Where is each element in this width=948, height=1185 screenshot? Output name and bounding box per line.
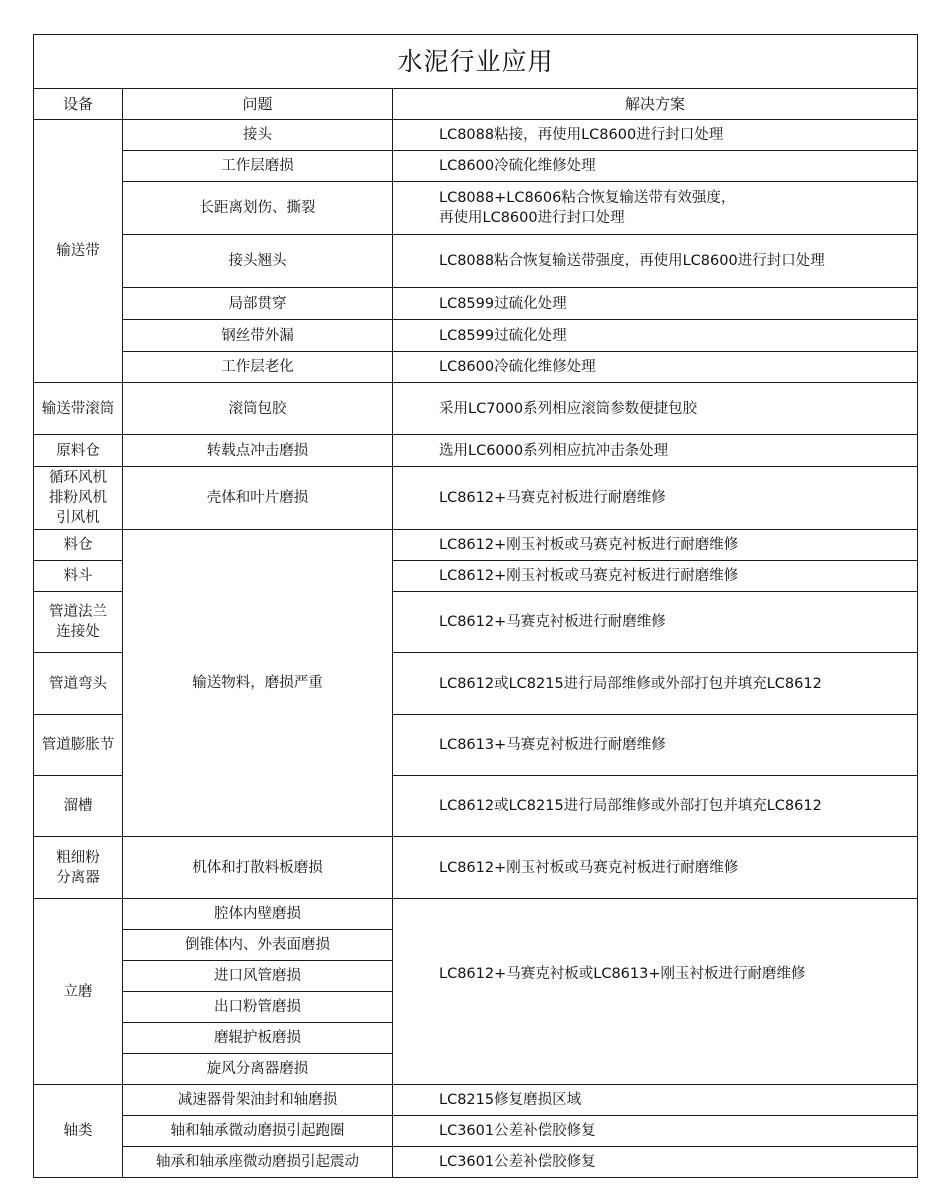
equipment-cell: 料斗 — [34, 561, 123, 592]
table-row — [34, 288, 918, 320]
table-row — [34, 530, 918, 561]
problem-cell: 腔体内壁磨损 — [123, 899, 393, 930]
problem-cell: 机体和打散料板磨损 — [123, 837, 393, 899]
solution-cell: LC8599过硫化处理 — [393, 288, 918, 320]
equipment-line: 引风机 — [56, 510, 100, 526]
application-table — [33, 34, 918, 1178]
equipment-line: 循环风机 — [49, 470, 107, 486]
equipment-cell: 输送带滚筒 — [34, 383, 123, 435]
equipment-cell — [34, 837, 123, 899]
header-problem: 问题 — [123, 89, 393, 120]
problem-cell: 长距离划伤、撕裂 — [123, 182, 393, 235]
equipment-line: 分离器 — [56, 869, 100, 886]
problem-cell: 旋风分离器磨损 — [123, 1054, 393, 1085]
solution-line: 再使用LC8600进行封口处理 — [439, 210, 625, 226]
solution-cell: LC8612+刚玉衬板或马赛克衬板进行耐磨维修 — [393, 837, 918, 899]
solution-cell: LC8215修复磨损区域 — [393, 1085, 918, 1116]
table-row — [34, 467, 918, 530]
header-solution: 解决方案 — [393, 89, 918, 120]
equipment-cell: 轴类 — [34, 1085, 123, 1178]
problem-cell: 工作层老化 — [123, 352, 393, 383]
table-row — [34, 435, 918, 467]
solution-cell: LC8613+马赛克衬板进行耐磨维修 — [393, 715, 918, 776]
problem-cell: 倒锥体内、外表面磨损 — [123, 930, 393, 961]
solution-cell: 选用LC6000系列相应抗冲击条处理 — [393, 435, 918, 467]
equipment-line: 管道法兰 — [49, 604, 107, 620]
equipment-cell: 管道弯头 — [34, 653, 123, 715]
solution-cell: LC8612或LC8215进行局部维修或外部打包并填充LC8612 — [393, 653, 918, 715]
table-row — [34, 1147, 918, 1178]
solution-cell: LC8612+马赛克衬板进行耐磨维修 — [393, 592, 918, 653]
problem-cell: 局部贯穿 — [123, 288, 393, 320]
solution-cell: 采用LC7000系列相应滚筒参数便捷包胶 — [393, 383, 918, 435]
solution-cell: LC8612+马赛克衬板或LC8613+刚玉衬板进行耐磨维修 — [393, 899, 918, 1085]
solution-cell: LC3601公差补偿胶修复 — [393, 1116, 918, 1147]
table-row — [34, 151, 918, 182]
problem-cell: 轴承和轴承座微动磨损引起震动 — [123, 1147, 393, 1178]
equipment-cell — [34, 592, 123, 653]
problem-cell: 磨辊护板磨损 — [123, 1023, 393, 1054]
solution-cell: LC3601公差补偿胶修复 — [393, 1147, 918, 1178]
equipment-cell: 输送带 — [34, 120, 123, 383]
solution-cell — [393, 182, 918, 235]
problem-cell: 壳体和叶片磨损 — [123, 467, 393, 530]
solution-cell: LC8612+刚玉衬板或马赛克衬板进行耐磨维修 — [393, 530, 918, 561]
header-equipment: 设备 — [34, 89, 123, 120]
table-row — [34, 1085, 918, 1116]
solution-cell: LC8612+刚玉衬板或马赛克衬板进行耐磨维修 — [393, 561, 918, 592]
table-row — [34, 320, 918, 352]
problem-cell: 减速器骨架油封和轴磨损 — [123, 1085, 393, 1116]
equipment-line: 连接处 — [56, 624, 100, 640]
table-row — [34, 352, 918, 383]
equipment-cell: 溜槽 — [34, 776, 123, 837]
solution-line: LC8088+LC8606粘合恢复输送带有效强度， — [439, 190, 736, 206]
solution-cell: LC8088粘接，再使用LC8600进行封口处理 — [393, 120, 918, 151]
equipment-cell: 原料仓 — [34, 435, 123, 467]
problem-cell: 进口风管磨损 — [123, 961, 393, 992]
problem-cell: 接头 — [123, 120, 393, 151]
equipment-cell: 料仓 — [34, 530, 123, 561]
table-title: 水泥行业应用 — [34, 35, 918, 89]
solution-cell: LC8600冷硫化维修处理 — [393, 151, 918, 182]
solution-cell: LC8599过硫化处理 — [393, 320, 918, 352]
equipment-cell: 立磨 — [34, 899, 123, 1085]
problem-cell: 滚筒包胶 — [123, 383, 393, 435]
table-row — [34, 1116, 918, 1147]
problem-cell: 轴和轴承微动磨损引起跑圈 — [123, 1116, 393, 1147]
equipment-cell: 管道膨胀节 — [34, 715, 123, 776]
solution-cell: LC8612或LC8215进行局部维修或外部打包并填充LC8612 — [393, 776, 918, 837]
table-row — [34, 383, 918, 435]
equipment-line: 粗细粉 — [56, 849, 100, 866]
equipment-cell — [34, 467, 123, 530]
table-row — [34, 182, 918, 235]
table-row — [34, 235, 918, 288]
solution-cell: LC8088粘合恢复输送带强度，再使用LC8600进行封口处理 — [393, 235, 918, 288]
equipment-line: 排粉风机 — [49, 490, 107, 506]
problem-cell: 钢丝带外漏 — [123, 320, 393, 352]
solution-cell: LC8600冷硫化维修处理 — [393, 352, 918, 383]
problem-cell: 转载点冲击磨损 — [123, 435, 393, 467]
problem-cell: 工作层磨损 — [123, 151, 393, 182]
table-row — [34, 120, 918, 151]
problem-cell: 接头翘头 — [123, 235, 393, 288]
table-row — [34, 837, 918, 899]
problem-cell: 输送物料，磨损严重 — [123, 530, 393, 837]
table-row — [34, 899, 918, 930]
solution-cell: LC8612+马赛克衬板进行耐磨维修 — [393, 467, 918, 530]
problem-cell: 出口粉管磨损 — [123, 992, 393, 1023]
